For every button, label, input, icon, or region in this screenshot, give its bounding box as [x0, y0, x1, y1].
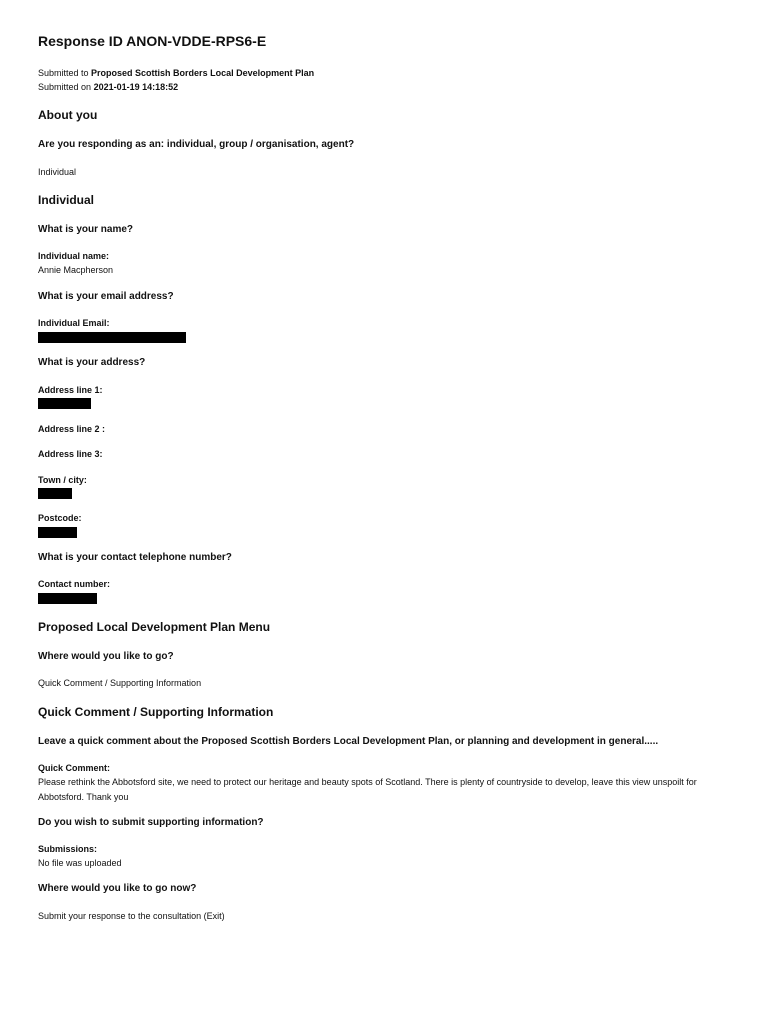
name-value: Annie Macpherson	[38, 265, 114, 275]
about-you-heading: About you	[38, 108, 98, 122]
quick-comment-heading: Quick Comment / Supporting Information	[38, 705, 274, 719]
email-redaction	[38, 332, 186, 343]
address-line-2-label: Address line 2 :	[38, 424, 106, 434]
address-line-1-label: Address line 1:	[38, 385, 103, 395]
respondent-type-answer: Individual	[38, 167, 77, 177]
submitted-to-label: Submitted to	[38, 68, 89, 78]
submitted-to-line	[38, 68, 314, 78]
address-question: What is your address?	[38, 357, 146, 368]
submissions-value: No file was uploaded	[38, 858, 122, 868]
respondent-type-question: Are you responding as an: individual, group / organisation, agent?	[38, 139, 355, 150]
individual-heading: Individual	[38, 193, 95, 207]
menu-answer: Quick Comment / Supporting Information	[38, 678, 202, 688]
menu-question: Where would you like to go?	[38, 651, 174, 662]
supporting-info-question: Do you wish to submit supporting information?	[38, 817, 264, 828]
submissions-label: Submissions:	[38, 844, 98, 854]
quick-comment-question: Leave a quick comment about the Proposed Scottish Borders Local Development Plan, or planning and development in general.....	[38, 736, 659, 747]
phone-question: What is your contact telephone number?	[38, 552, 232, 563]
name-question: What is your name?	[38, 224, 134, 235]
email-label: Individual Email:	[38, 318, 110, 328]
quick-comment-label: Quick Comment:	[38, 763, 111, 773]
postcode-redaction	[38, 527, 77, 538]
submitted-on-value: 2021-01-19 14:18:52	[93, 82, 179, 92]
submitted-on-label: Submitted on	[38, 82, 92, 92]
phone-redaction	[38, 593, 97, 604]
name-label: Individual name:	[38, 251, 110, 261]
address-line-3-label: Address line 3:	[38, 449, 103, 459]
next-step-answer: Submit your response to the consultation (Exit)	[38, 911, 225, 921]
town-redaction	[38, 488, 72, 499]
town-label: Town / city:	[38, 475, 87, 485]
postcode-label: Postcode:	[38, 513, 82, 523]
menu-heading: Proposed Local Development Plan Menu	[38, 620, 271, 634]
phone-label: Contact number:	[38, 579, 110, 589]
address-line-1-redaction	[38, 398, 91, 409]
email-question: What is your email address?	[38, 291, 174, 302]
next-step-question: Where would you like to go now?	[38, 883, 197, 894]
quick-comment-value: Please rethink the Abbotsford site, we need to protect our heritage and beauty spots of Scotland. There is plenty of countryside to develop, leave this view unspoilt for Abbotsford. Thank you	[38, 777, 697, 802]
submitted-to-value: Proposed Scottish Borders Local Development Plan	[91, 68, 315, 78]
response-title: Response ID ANON-VDDE-RPS6-E	[38, 33, 267, 49]
submitted-on-line	[38, 82, 178, 92]
